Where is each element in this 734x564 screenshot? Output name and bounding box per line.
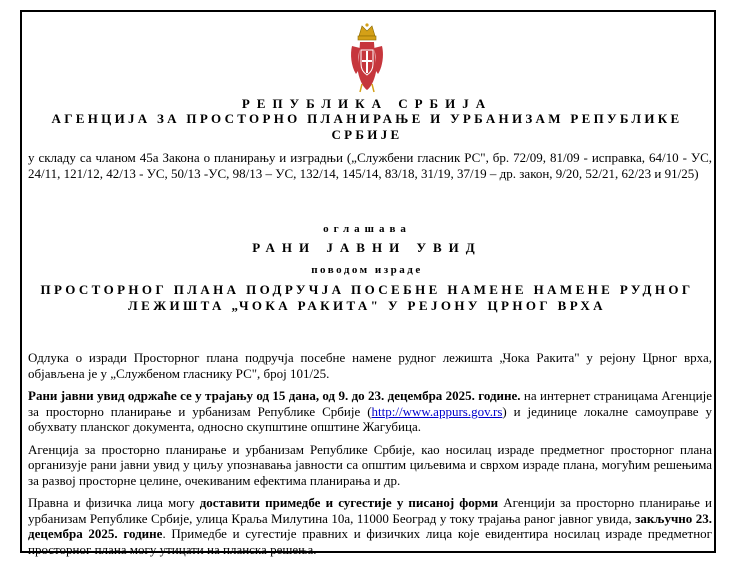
submission-bold: доставити примедбе и сугестије у писаној форми <box>199 495 499 510</box>
review-period-text-b: ) и јединице локалне самоуправе у обухвату планског документа, односно скупштине општине Жагубица. <box>28 403 713 434</box>
notice-body <box>28 350 712 564</box>
submission-text-a: Правна и физичка лица могу <box>28 495 200 510</box>
announces-label: оглашава <box>323 223 411 235</box>
submission-paragraph <box>28 495 712 557</box>
review-period-text-a: на интернет страницама Агенције за просторно планирање и урбанизам Републике Србије ( <box>28 388 712 419</box>
plan-title: ПРОСТОРНОГ ПЛАНА ПОДРУЧЈА ПОСЕБНЕ НАМЕНЕ НАМЕНЕ РУДНОГ ЛЕЖИШТА „ЧОКА РАКИТА" У РЕЈОНУ ЦРНОГ ВРХА <box>40 282 694 313</box>
review-period-paragraph <box>28 388 712 435</box>
agency-heading: АГЕНЦИЈА ЗА ПРОСТОРНО ПЛАНИРАЊЕ И УРБАНИЗАМ РЕПУБЛИКЕ СРБИЈЕ <box>51 111 683 142</box>
republic-heading: РЕПУБЛИКА СРБИЈА <box>241 96 493 111</box>
review-period-bold: Рани јавни увид одржаће се у трајању од 15 дана, од 9. до 23. децембра 2025. године. <box>28 388 521 403</box>
occasion-label: поводом израде <box>311 264 423 276</box>
organizer-paragraph: Агенција за просторно планирање и урбанизам Републике Србије, као носилац израде предметног просторног плана организује рани јавни увид у циљу упознавања јавности са општим циљевима и сврхом израде плана, могућим решењима за развој просторне целине, очекиваним ефектима планирања и др. <box>28 441 712 488</box>
decision-paragraph: Одлука о изради Просторног плана подручја посебне намене рудног лежишта „Чока Ракита" у рејону Црног врха, објављена је у „Службеном гласнику РС", број 101/25. <box>28 350 712 381</box>
submission-text-b: Агенцији за просторно планирање и урбанизам Републике Србије, улица Краља Милутина 10а, 11000 Београд у току трајања раног јавног увида, <box>28 495 712 526</box>
serbian-coat-of-arms-icon <box>348 22 386 94</box>
agency-website-link[interactable]: http://www.appurs.gov.rs <box>371 403 503 419</box>
deadline-bold: закључно 23. децембра 2025. године <box>28 510 712 541</box>
legal-basis-text: у складу са чланом 45а Закона о планирању и изградњи („Службени гласник РС", бр. 72/09, 81/09 - исправка, 64/10 - УС, 24/11, 121/12, 42/13 - УС, 50/13 -УС, 98/13 – УС, 132/14, 145/14, 83/18, 31/19, 37/19 – др. закон, 9/20, 52/21, 62/23 и 91/25) <box>28 150 712 181</box>
submission-text-c: . Примедбе и сугестије правних и физичких лица које евидентира носилац израде предметног просторног плана могу утицати на планска решења. <box>28 526 712 557</box>
early-review-heading: РАНИ ЈАВНИ УВИД <box>252 240 482 255</box>
